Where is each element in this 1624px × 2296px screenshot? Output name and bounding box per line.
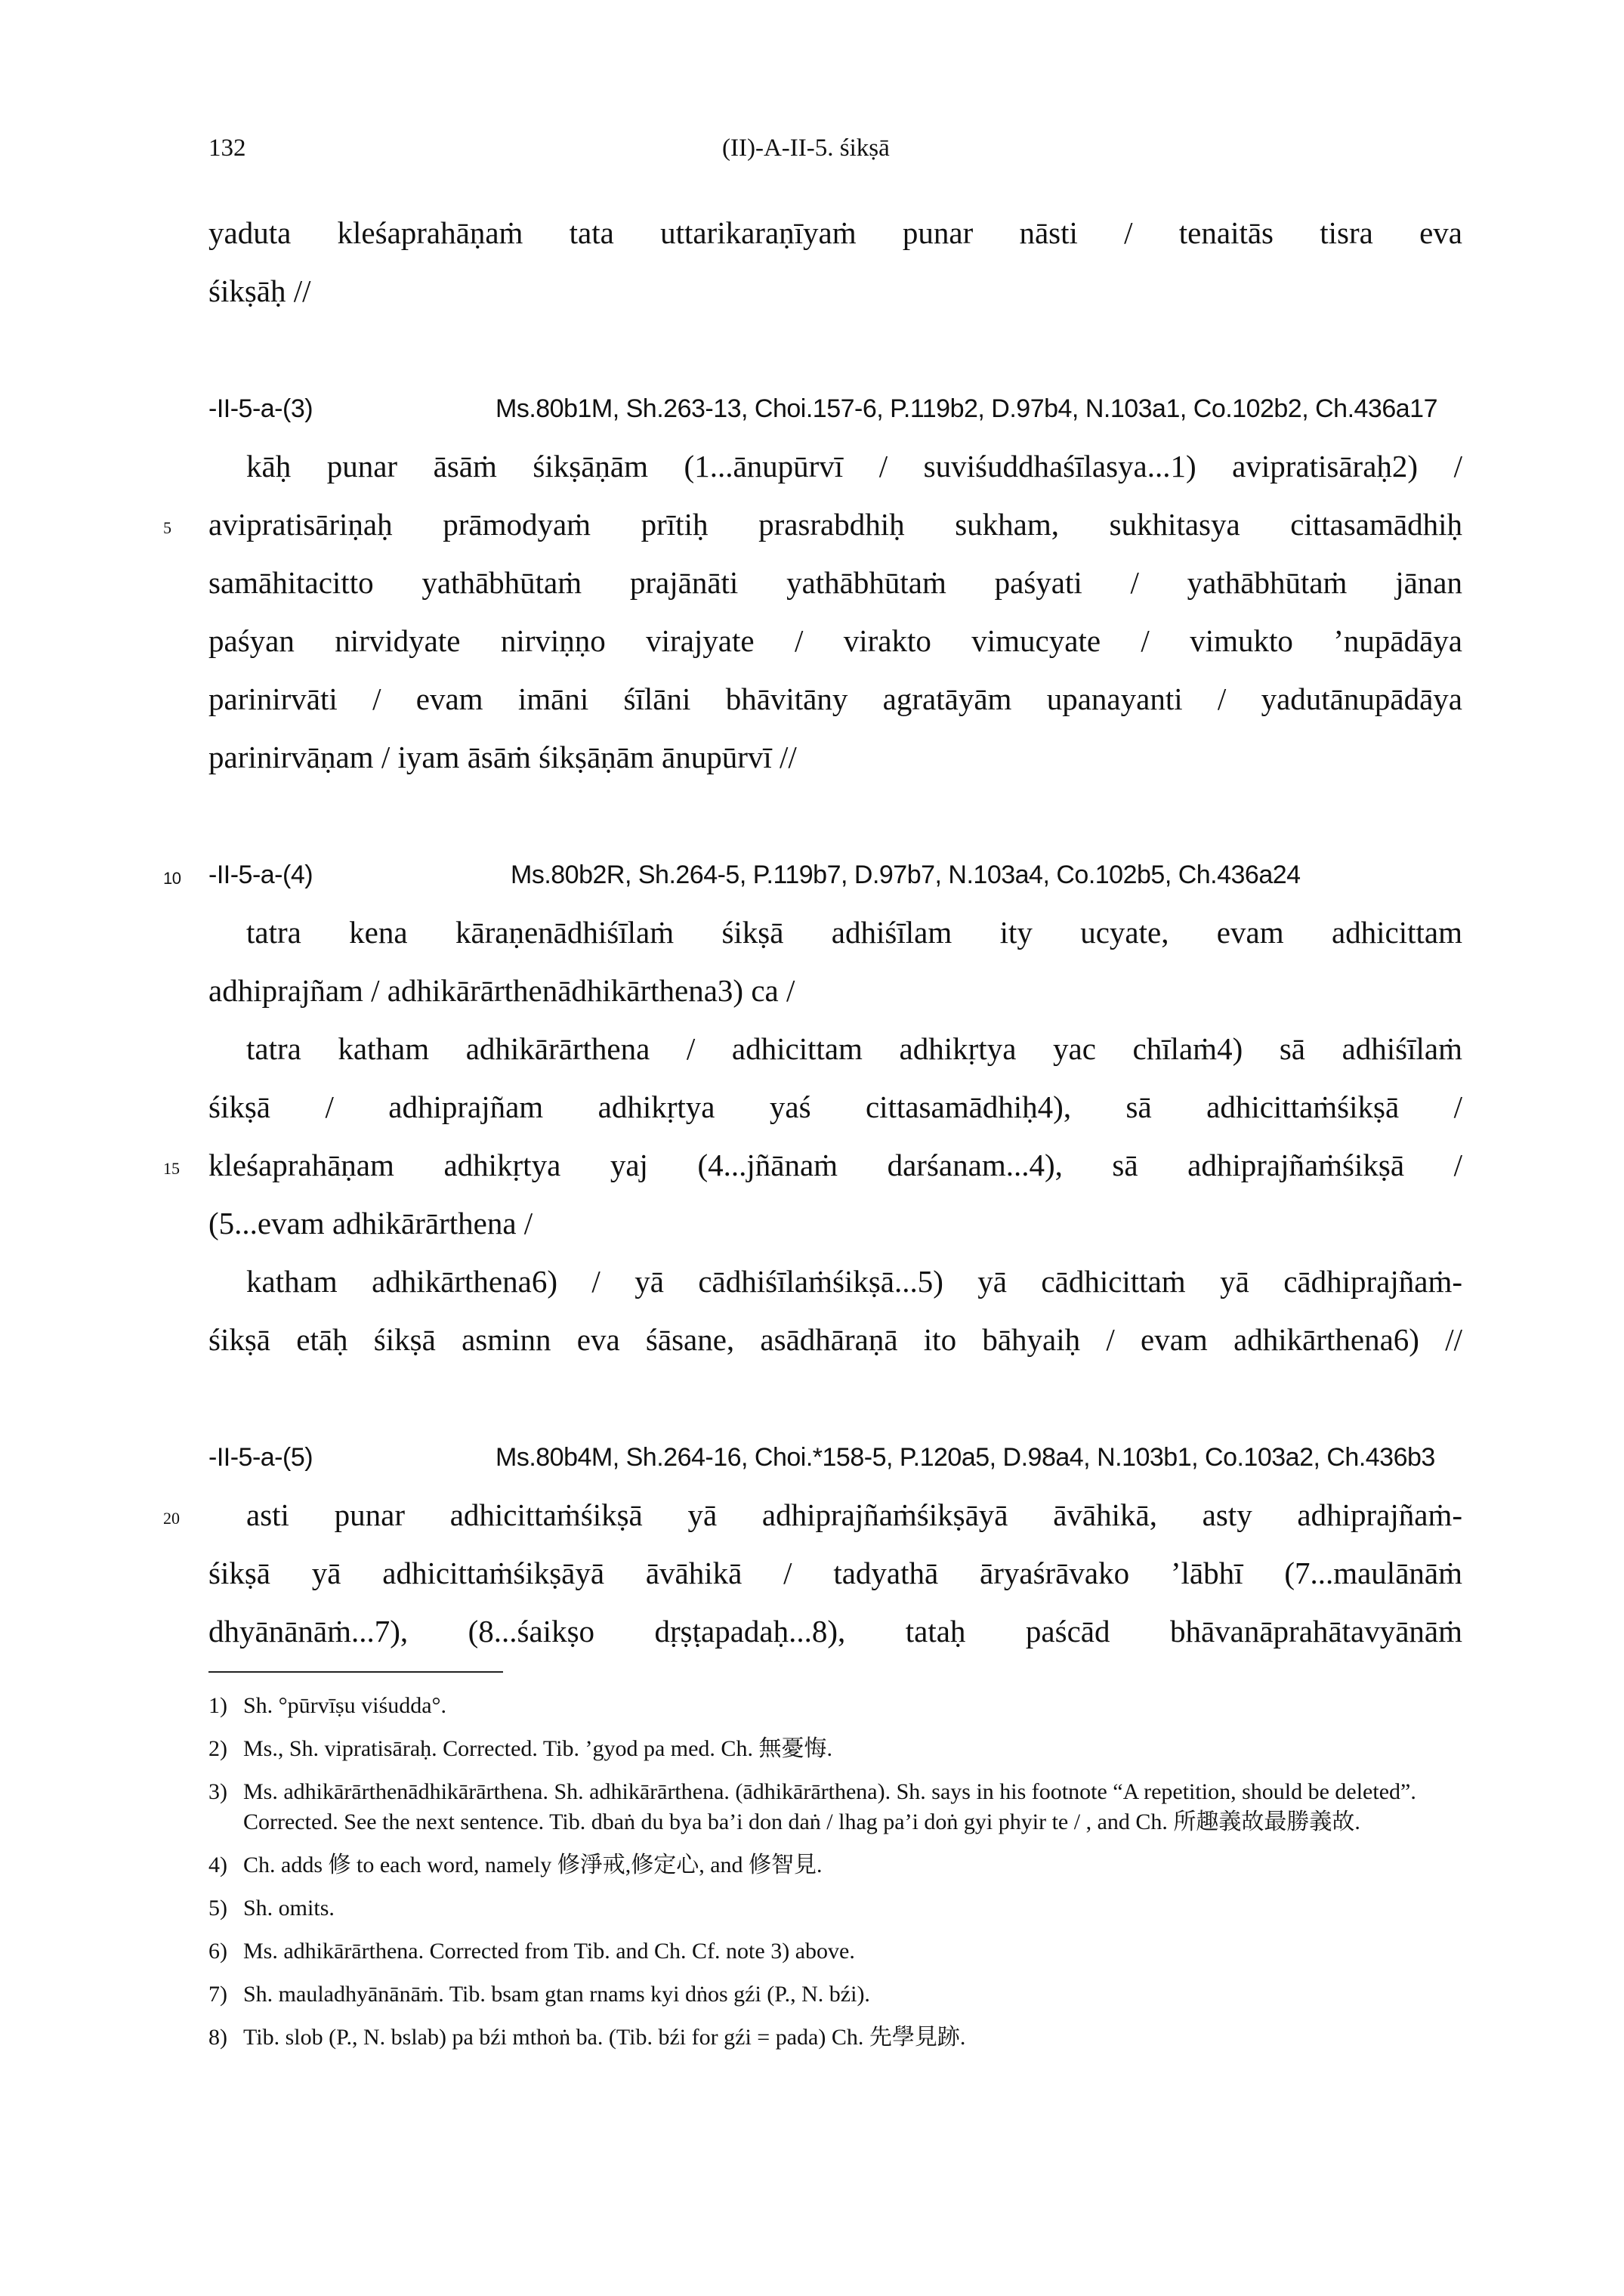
footnote-number: 1)	[208, 1693, 227, 1718]
line-number: 5	[163, 518, 171, 537]
page-number: 132	[208, 134, 246, 162]
running-title: (II)-A-II-5. śikṣā	[722, 134, 890, 162]
main-text	[163, 204, 1462, 1661]
text-line	[208, 437, 1462, 496]
footnote-number: 5)	[208, 1896, 227, 1921]
section-id: -II-5-a-(3)	[208, 394, 313, 423]
manuscript-refs: Ms.80b4M, Sh.264-16, Choi.*158-5, P.120a5, D.98a4, N.103b1, Co.103a2, Ch.436b3	[496, 1443, 1435, 1472]
text-line	[208, 1544, 1462, 1602]
section-reference	[208, 1429, 1462, 1486]
footnote-text: Ms., Sh. vipratisāraḥ. Corrected. Tib. ’gyod pa med. Ch. 無憂悔.	[243, 1736, 832, 1761]
text-line	[208, 1020, 1462, 1078]
text-line	[208, 962, 1462, 1020]
footnote	[208, 1936, 1462, 1967]
footnotes	[208, 1691, 1462, 2066]
manuscript-refs: Ms.80b1M, Sh.263-13, Choi.157-6, P.119b2, D.97b4, N.103a1, Co.102b2, Ch.436a17	[496, 394, 1437, 423]
line-text: avipratisāriṇaḥ prāmodyaṁ prītiḥ prasrabdhiḥ sukham, sukhitasya cittasamādhiḥ	[208, 507, 1462, 542]
section-gap	[208, 786, 1462, 847]
line-text: śikṣā / adhiprajñam adhikṛtya yaś cittasamādhiḥ4), sā adhicittaṁśikṣā /	[208, 1089, 1462, 1124]
line-text: asti punar adhicittaṁśikṣā yā adhiprajñaṁśikṣāyā āvāhikā, asty adhiprajñaṁ-	[246, 1497, 1462, 1532]
section-gap	[208, 320, 1462, 381]
text-line	[163, 1486, 1462, 1544]
line-text: paśyan nirvidyate nirviṇṇo virajyate / virakto vimucyate / vimukto ’nupādāya	[208, 623, 1462, 658]
line-text: śikṣā yā adhicittaṁśikṣāyā āvāhikā / tadyathā āryaśrāvako ’lābhī (7...maulānāṁ	[208, 1556, 1462, 1590]
footnote-number: 2)	[208, 1736, 227, 1761]
text-line	[163, 496, 1462, 554]
section-id: -II-5-a-(5)	[208, 1443, 313, 1472]
line-text: parinirvāti / evam imāni śīlāni bhāvitāny agratāyām upanayanti / yadutānupādāya	[208, 681, 1462, 716]
line-text: tatra kena kāraṇenādhiśīlaṁ śikṣā adhiśīlam ity ucyate, evam adhicittam	[246, 915, 1462, 950]
section-reference	[163, 847, 1462, 904]
section-gap	[208, 1369, 1462, 1429]
footnote-text: Sh. mauladhyānānāṁ. Tib. bsam gtan rnams kyi dṅos gźi (P., N. bźi).	[243, 1982, 870, 2007]
text-line	[208, 1194, 1462, 1253]
text-line	[208, 1311, 1462, 1369]
page-header	[208, 134, 1462, 172]
line-text: yaduta kleśaprahāṇaṁ tata uttarikaraṇīyaṁ punar nāsti / tenaitās tisra eva	[208, 215, 1462, 250]
text-line	[208, 554, 1462, 612]
line-text: adhiprajñam / adhikārārthenādhikārthena3) ca /	[208, 973, 795, 1008]
footnote	[208, 1893, 1462, 1924]
text-line	[208, 670, 1462, 728]
text-line	[208, 728, 1462, 786]
line-text: katham adhikārthena6) / yā cādhiśīlaṁśikṣā...5) yā cādhicittaṁ yā cādhiprajñaṁ-	[246, 1264, 1462, 1299]
footnote-text: Ms. adhikārārthena. Corrected from Tib. and Ch. Cf. note 3) above.	[243, 1939, 855, 1964]
line-number: 20	[163, 1509, 180, 1528]
footnote	[208, 1691, 1462, 1721]
footnote	[208, 2023, 1462, 2053]
line-text: kāḥ punar āsāṁ śikṣāṇām (1...ānupūrvī / suviśuddhaśīlasya...1) avipratisāraḥ2) /	[246, 449, 1462, 484]
line-text: samāhitacitto yathābhūtaṁ prajānāti yathābhūtaṁ paśyati / yathābhūtaṁ jānan	[208, 565, 1462, 600]
text-line	[208, 1078, 1462, 1136]
text-line	[208, 612, 1462, 670]
line-text: kleśaprahāṇam adhikṛtya yaj (4...jñānaṁ darśanam...4), sā adhiprajñaṁśikṣā /	[208, 1148, 1462, 1182]
line-text: dhyānānāṁ...7), (8...śaikṣo dṛṣṭapadaḥ...8), tataḥ paścād bhāvanāprahātavyānāṁ	[208, 1614, 1462, 1649]
text-line	[208, 204, 1462, 262]
footnote-text: Tib. slob (P., N. bslab) pa bźi mthoṅ ba. (Tib. bźi for gźi = pada) Ch. 先學見跡.	[243, 2025, 966, 2050]
footnote-text: Sh. °pūrvīṣu viśudda°.	[243, 1693, 447, 1718]
footnote-text: Ch. adds 修 to each word, namely 修淨戒,修定心, and 修智見.	[243, 1853, 823, 1877]
text-line	[208, 1602, 1462, 1661]
footnote-number: 4)	[208, 1853, 227, 1877]
footnote-number: 7)	[208, 1982, 227, 2007]
line-number: 15	[163, 1159, 180, 1178]
text-line	[208, 1253, 1462, 1311]
text-line	[208, 262, 1462, 320]
footnote	[208, 1777, 1462, 1837]
footnote-number: 8)	[208, 2025, 227, 2050]
footnote	[208, 1979, 1462, 2010]
manuscript-refs: Ms.80b2R, Sh.264-5, P.119b7, D.97b7, N.103a4, Co.102b5, Ch.436a24	[511, 861, 1301, 889]
line-text: śikṣā etāḥ śikṣā asminn eva śāsane, asādhāraṇā ito bāhyaiḥ / evam adhikārthena6) //	[208, 1322, 1462, 1357]
line-text: tatra katham adhikārārthena / adhicittam adhikṛtya yac chīlaṁ4) sā adhiśīlaṁ	[246, 1031, 1462, 1066]
line-text: parinirvāṇam / iyam āsāṁ śikṣāṇām ānupūrvī //	[208, 740, 797, 774]
footnote	[208, 1850, 1462, 1880]
text-line	[163, 1136, 1462, 1194]
footnote-number: 6)	[208, 1939, 227, 1964]
footnote-divider	[208, 1671, 503, 1673]
text-line	[208, 904, 1462, 962]
footnote	[208, 1734, 1462, 1764]
line-text: (5...evam adhikārārthena /	[208, 1206, 533, 1241]
section-reference	[208, 381, 1462, 437]
footnote-number: 3)	[208, 1779, 227, 1804]
section-id: -II-5-a-(4)	[208, 861, 313, 889]
footnote-text: Sh. omits.	[243, 1896, 335, 1921]
line-number: 10	[163, 869, 181, 888]
line-text: śikṣāḥ //	[208, 273, 311, 308]
footnote-text: Ms. adhikārārthenādhikārārthena. Sh. adhikārārthena. (ādhikārārthena). Sh. says in his footnote “A repetition, should be deleted”. Corrected. See the next sentence. Tib. dbaṅ du bya ba’i don daṅ / lhag pa’i doṅ gyi phyir te / , and Ch. 所趣義故最勝義故.	[243, 1779, 1416, 1834]
